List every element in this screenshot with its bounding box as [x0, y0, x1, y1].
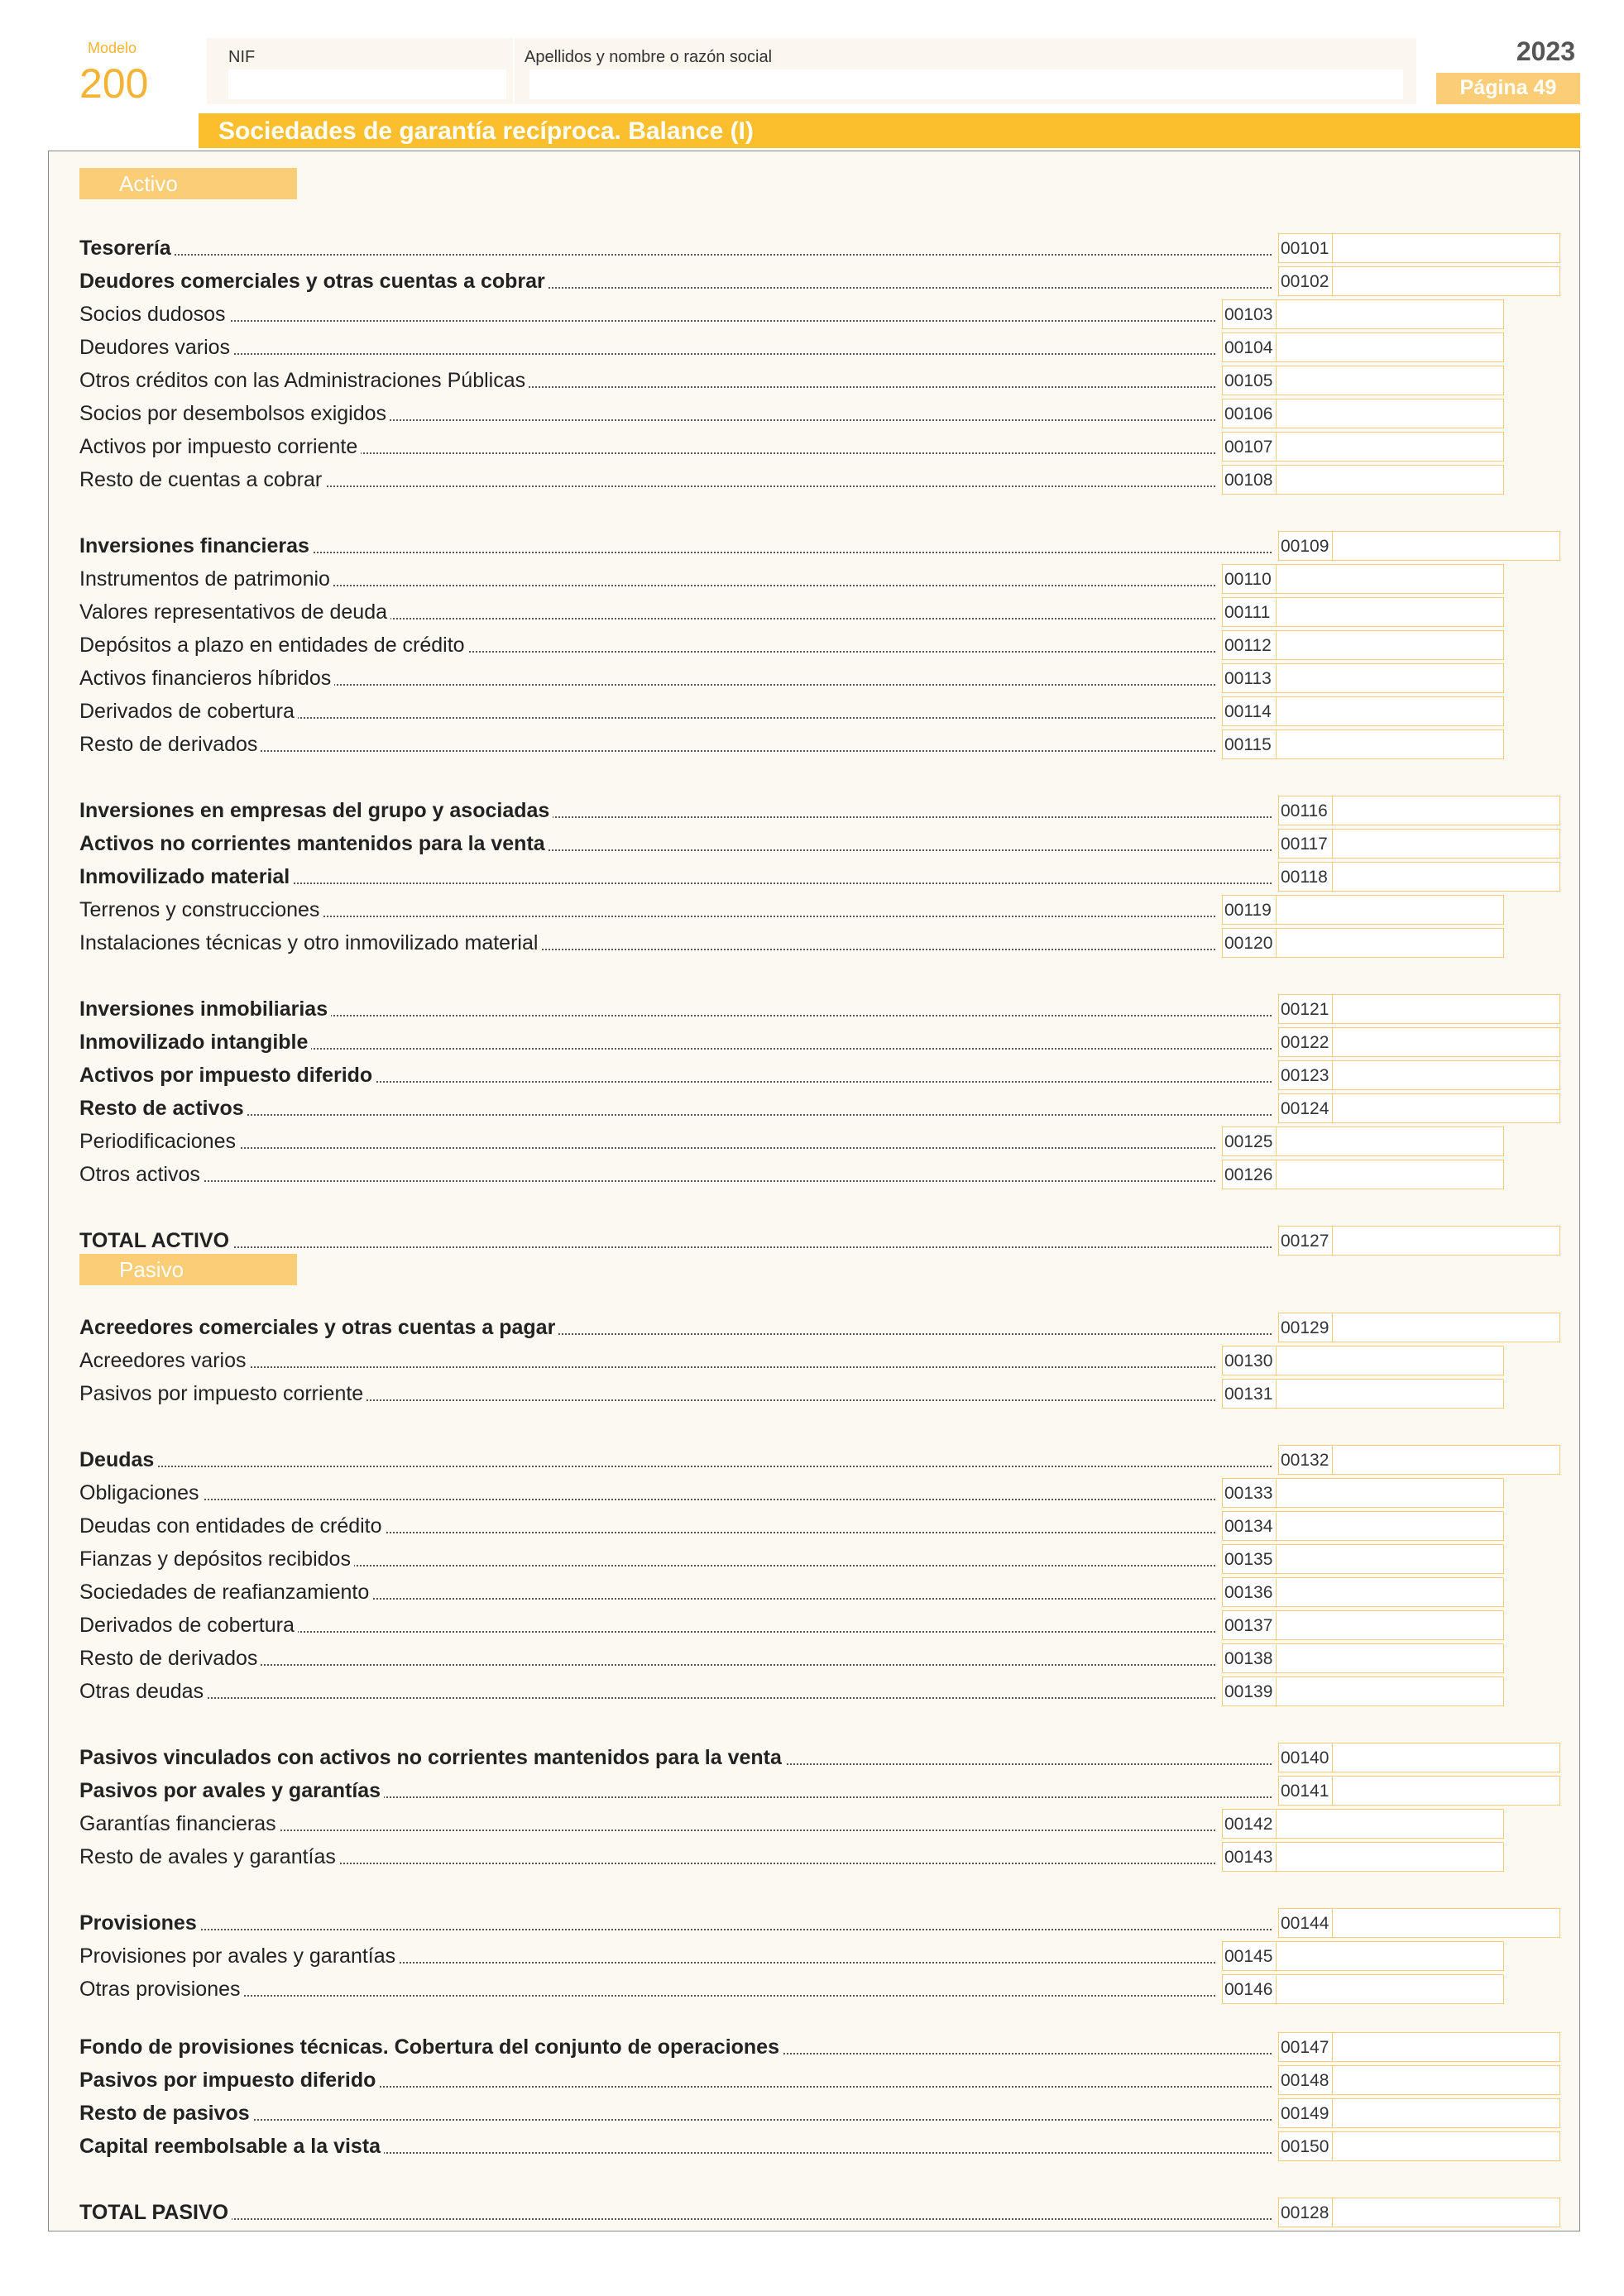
row-label: Deudas con entidades de crédito	[79, 1514, 386, 1538]
field-code: 00129	[1278, 1313, 1333, 1342]
amount-input[interactable]	[1276, 299, 1504, 329]
field-code: 00150	[1278, 2131, 1333, 2161]
table-row	[79, 795, 1272, 826]
table-row	[79, 1808, 1215, 1839]
table-row	[79, 1126, 1215, 1157]
row-label: Capital reembolsable a la vista	[79, 2135, 384, 2158]
field-code: 00143	[1222, 1842, 1277, 1872]
row-label: Resto de derivados	[79, 1647, 261, 1670]
table-row	[79, 2097, 1272, 2129]
row-label: Pasivos por avales y garantías	[79, 1779, 384, 1802]
row-label: Fianzas y depósitos recibidos	[79, 1547, 354, 1571]
leader-dots	[79, 1995, 1215, 1997]
amount-input[interactable]	[1332, 266, 1560, 296]
row-label: TOTAL PASIVO	[79, 2201, 232, 2224]
field-code: 00141	[1278, 1776, 1333, 1806]
amount-input[interactable]	[1276, 928, 1504, 958]
field-code: 00115	[1222, 729, 1277, 759]
row-label: Deudores varios	[79, 336, 233, 359]
row-label: Fondo de provisiones técnicas. Cobertura del conjunto de operaciones	[79, 2035, 783, 2059]
amount-input[interactable]	[1276, 332, 1504, 362]
row-label: Resto de activos	[79, 1097, 247, 1120]
table-row	[79, 265, 1272, 297]
table-row	[79, 2031, 1272, 2063]
table-row	[79, 1026, 1272, 1058]
field-code: 00123	[1278, 1060, 1333, 1090]
table-row	[79, 1543, 1215, 1575]
amount-input[interactable]	[1276, 597, 1504, 627]
field-code: 00144	[1278, 1908, 1333, 1938]
row-label: Activos por impuesto corriente	[79, 435, 361, 458]
section-pasivo: Pasivo	[79, 1254, 297, 1285]
table-row	[79, 696, 1215, 727]
field-code: 00108	[1222, 465, 1277, 495]
amount-input[interactable]	[1276, 399, 1504, 428]
amount-input[interactable]	[1276, 564, 1504, 594]
table-row	[79, 1643, 1215, 1674]
amount-input[interactable]	[1332, 1313, 1560, 1342]
row-label: Instrumentos de patrimonio	[79, 567, 333, 591]
field-code: 00128	[1278, 2198, 1333, 2227]
field-code: 00139	[1222, 1677, 1277, 1706]
field-code: 00140	[1278, 1743, 1333, 1772]
row-label: Acreedores varios	[79, 1349, 249, 1372]
row-label: Derivados de cobertura	[79, 700, 298, 723]
field-code: 00134	[1222, 1511, 1277, 1541]
amount-input[interactable]	[1276, 729, 1504, 759]
leader-dots	[79, 1929, 1272, 1930]
section-activo: Activo	[79, 168, 297, 199]
table-row	[79, 464, 1215, 495]
row-label: Provisiones por avales y garantías	[79, 1944, 399, 1968]
amount-input[interactable]	[1276, 432, 1504, 462]
amount-input[interactable]	[1332, 1776, 1560, 1806]
field-code: 00135	[1222, 1544, 1277, 1574]
row-label: Resto de pasivos	[79, 2102, 253, 2125]
leader-dots	[79, 254, 1272, 256]
row-label: Otras deudas	[79, 1680, 207, 1703]
amount-input[interactable]	[1276, 895, 1504, 925]
row-label: Activos no corrientes mantenidos para la venta	[79, 832, 549, 855]
field-code: 00147	[1278, 2032, 1333, 2062]
row-label: Resto de derivados	[79, 733, 261, 756]
amount-input[interactable]	[1276, 1478, 1504, 1508]
amount-input[interactable]	[1332, 829, 1560, 859]
table-row	[79, 1510, 1215, 1542]
row-label: Pasivos vinculados con activos no corrientes mantenidos para la venta	[79, 1746, 785, 1769]
field-code: 00117	[1278, 829, 1333, 859]
amount-input[interactable]	[1332, 1027, 1560, 1057]
leader-dots	[79, 1147, 1215, 1149]
table-row	[79, 365, 1215, 396]
leader-dots	[79, 1366, 1215, 1368]
leader-dots	[79, 1697, 1215, 1699]
amount-input[interactable]	[1332, 1743, 1560, 1772]
amount-input[interactable]	[1276, 366, 1504, 395]
table-row	[79, 1225, 1272, 1256]
field-code: 00107	[1222, 432, 1277, 462]
table-row	[79, 1576, 1215, 1608]
table-row	[79, 1477, 1215, 1509]
row-label: Inversiones inmobiliarias	[79, 997, 331, 1021]
row-label: TOTAL ACTIVO	[79, 1229, 232, 1252]
table-row	[79, 629, 1215, 661]
amount-input[interactable]	[1332, 1226, 1560, 1256]
amount-input[interactable]	[1332, 796, 1560, 825]
field-code: 00146	[1222, 1974, 1277, 2004]
leader-dots	[79, 1499, 1215, 1500]
field-code: 00112	[1222, 630, 1277, 660]
amount-input[interactable]	[1332, 2098, 1560, 2128]
field-code: 00105	[1222, 366, 1277, 395]
amount-input[interactable]	[1332, 2131, 1560, 2161]
amount-input[interactable]	[1332, 2198, 1560, 2227]
table-row	[79, 596, 1215, 628]
row-label: Acreedores comerciales y otras cuentas a pagar	[79, 1316, 558, 1339]
amount-input[interactable]	[1276, 1577, 1504, 1607]
table-row	[79, 894, 1215, 926]
leader-dots	[79, 1246, 1272, 1248]
row-label: Sociedades de reafianzamiento	[79, 1581, 372, 1604]
table-row	[79, 530, 1272, 562]
field-code: 00138	[1222, 1643, 1277, 1673]
field-code: 00116	[1278, 796, 1333, 825]
row-label: Socios por desembolsos exigidos	[79, 402, 390, 425]
leader-dots	[79, 1114, 1272, 1116]
row-label: Depósitos a plazo en entidades de crédito	[79, 634, 468, 657]
field-code: 00127	[1278, 1226, 1333, 1256]
row-label: Valores representativos de deuda	[79, 600, 390, 624]
field-code: 00131	[1222, 1379, 1277, 1409]
amount-input[interactable]	[1276, 663, 1504, 693]
table-row	[79, 1841, 1215, 1873]
row-label: Deudores comerciales y otras cuentas a cobrar	[79, 270, 549, 293]
amount-input[interactable]	[1276, 1677, 1504, 1706]
amount-input[interactable]	[1332, 1060, 1560, 1090]
table-row	[79, 2131, 1272, 2162]
field-code: 00125	[1222, 1126, 1277, 1156]
field-code: 00114	[1222, 696, 1277, 726]
field-code: 00137	[1222, 1610, 1277, 1640]
table-row	[79, 662, 1215, 694]
year: 2023	[1516, 36, 1575, 66]
table-row	[79, 431, 1215, 462]
row-label: Provisiones	[79, 1911, 200, 1935]
field-code: 00148	[1278, 2065, 1333, 2095]
leader-dots	[79, 1466, 1272, 1467]
field-code: 00101	[1278, 233, 1333, 263]
field-code: 00132	[1278, 1445, 1333, 1475]
leader-dots	[79, 320, 1215, 322]
nif-label: NIF	[228, 48, 256, 66]
table-row	[79, 1676, 1215, 1707]
amount-input[interactable]	[1276, 1126, 1504, 1156]
table-row	[79, 927, 1215, 959]
leader-dots	[79, 1180, 1215, 1182]
row-label: Periodificaciones	[79, 1130, 239, 1153]
row-label: Obligaciones	[79, 1481, 203, 1504]
table-row	[79, 1610, 1215, 1641]
amount-input[interactable]	[1332, 994, 1560, 1024]
modelo-number: 200	[79, 60, 149, 107]
amount-input[interactable]	[1276, 1842, 1504, 1872]
field-code: 00122	[1278, 1027, 1333, 1057]
table-row	[79, 1742, 1272, 1773]
amount-input[interactable]	[1276, 1544, 1504, 1574]
row-label: Resto de avales y garantías	[79, 1845, 339, 1868]
amount-input[interactable]	[1276, 1346, 1504, 1375]
table-row	[79, 1444, 1272, 1476]
row-label: Inversiones en empresas del grupo y asociadas	[79, 799, 553, 822]
table-row	[79, 1940, 1215, 1972]
table-row	[79, 729, 1215, 760]
row-label: Derivados de cobertura	[79, 1614, 298, 1637]
field-code: 00121	[1278, 994, 1333, 1024]
row-label: Otros créditos con las Administraciones Públicas	[79, 369, 529, 392]
field-code: 00124	[1278, 1093, 1333, 1123]
amount-input[interactable]	[1276, 1379, 1504, 1409]
field-code: 00120	[1222, 928, 1277, 958]
field-code: 00142	[1222, 1809, 1277, 1839]
page-label: Página 49	[1459, 76, 1557, 99]
field-code: 00145	[1222, 1941, 1277, 1971]
field-code: 00113	[1222, 663, 1277, 693]
field-code: 00103	[1222, 299, 1277, 329]
amount-input[interactable]	[1332, 1908, 1560, 1938]
amount-input[interactable]	[1276, 696, 1504, 726]
field-code: 00130	[1222, 1346, 1277, 1375]
row-label: Socios dudosos	[79, 303, 229, 326]
row-label: Inmovilizado material	[79, 865, 293, 888]
table-row	[79, 1973, 1215, 2005]
table-row	[79, 2197, 1272, 2228]
row-label: Garantías financieras	[79, 1812, 280, 1835]
field-code: 00104	[1222, 332, 1277, 362]
modelo-label: Modelo	[88, 40, 137, 56]
amount-input[interactable]	[1276, 1610, 1504, 1640]
amount-input[interactable]	[1332, 2065, 1560, 2095]
table-row	[79, 1345, 1215, 1376]
field-code: 00149	[1278, 2098, 1333, 2128]
row-label: Pasivos por impuesto corriente	[79, 1382, 366, 1405]
row-label: Activos por impuesto diferido	[79, 1064, 376, 1087]
field-code: 00133	[1222, 1478, 1277, 1508]
nif-input[interactable]	[228, 69, 506, 99]
amount-input[interactable]	[1276, 1160, 1504, 1189]
table-row	[79, 1159, 1215, 1190]
field-code: 00126	[1222, 1160, 1277, 1189]
amount-input[interactable]	[1332, 531, 1560, 561]
row-label: Otros activos	[79, 1163, 204, 1186]
field-code: 00106	[1222, 399, 1277, 428]
amount-input[interactable]	[1276, 465, 1504, 495]
row-label: Otras provisiones	[79, 1978, 244, 2001]
amount-input[interactable]	[1332, 2032, 1560, 2062]
table-row	[79, 299, 1215, 330]
table-row	[79, 828, 1272, 859]
field-code: 00109	[1278, 531, 1333, 561]
amount-input[interactable]	[1276, 630, 1504, 660]
table-row	[79, 1060, 1272, 1091]
row-label: Activos financieros híbridos	[79, 667, 334, 690]
row-label: Inversiones financieras	[79, 534, 313, 557]
leader-dots	[79, 353, 1215, 355]
table-row	[79, 332, 1215, 363]
table-row	[79, 2064, 1272, 2096]
table-row	[79, 1312, 1272, 1343]
amount-input[interactable]	[1332, 862, 1560, 892]
table-row	[79, 993, 1272, 1025]
row-label: Resto de cuentas a cobrar	[79, 468, 325, 491]
amount-input[interactable]	[1332, 233, 1560, 263]
field-code: 00110	[1222, 564, 1277, 594]
page-title: Sociedades de garantía recíproca. Balance (I)	[218, 117, 754, 145]
amount-input[interactable]	[1276, 1941, 1504, 1971]
field-code: 00118	[1278, 862, 1333, 892]
amount-input[interactable]	[1332, 1093, 1560, 1123]
table-row	[79, 1093, 1272, 1124]
field-code: 00102	[1278, 266, 1333, 296]
field-code: 00136	[1222, 1577, 1277, 1607]
field-code: 00119	[1222, 895, 1277, 925]
amount-input[interactable]	[1276, 1974, 1504, 2004]
name-label: Apellidos y nombre o razón social	[525, 48, 773, 66]
table-row	[79, 398, 1215, 429]
amount-input[interactable]	[1276, 1643, 1504, 1673]
table-row	[79, 1775, 1272, 1806]
table-row	[79, 1378, 1215, 1409]
leader-dots	[79, 2218, 1272, 2220]
amount-input[interactable]	[1276, 1809, 1504, 1839]
name-input[interactable]	[529, 69, 1403, 99]
table-row	[79, 232, 1272, 264]
field-code: 00111	[1222, 597, 1277, 627]
leader-dots	[79, 2119, 1272, 2121]
table-row	[79, 861, 1272, 892]
row-label: Inmovilizado intangible	[79, 1031, 311, 1054]
table-row	[79, 563, 1215, 595]
row-label: Tesorería	[79, 237, 175, 260]
table-row	[79, 1907, 1272, 1939]
row-label: Pasivos por impuesto diferido	[79, 2069, 379, 2092]
row-label: Deudas	[79, 1448, 157, 1471]
amount-input[interactable]	[1332, 1445, 1560, 1475]
row-label: Instalaciones técnicas y otro inmovilizado material	[79, 931, 541, 954]
row-label: Terrenos y construcciones	[79, 898, 323, 921]
amount-input[interactable]	[1276, 1511, 1504, 1541]
